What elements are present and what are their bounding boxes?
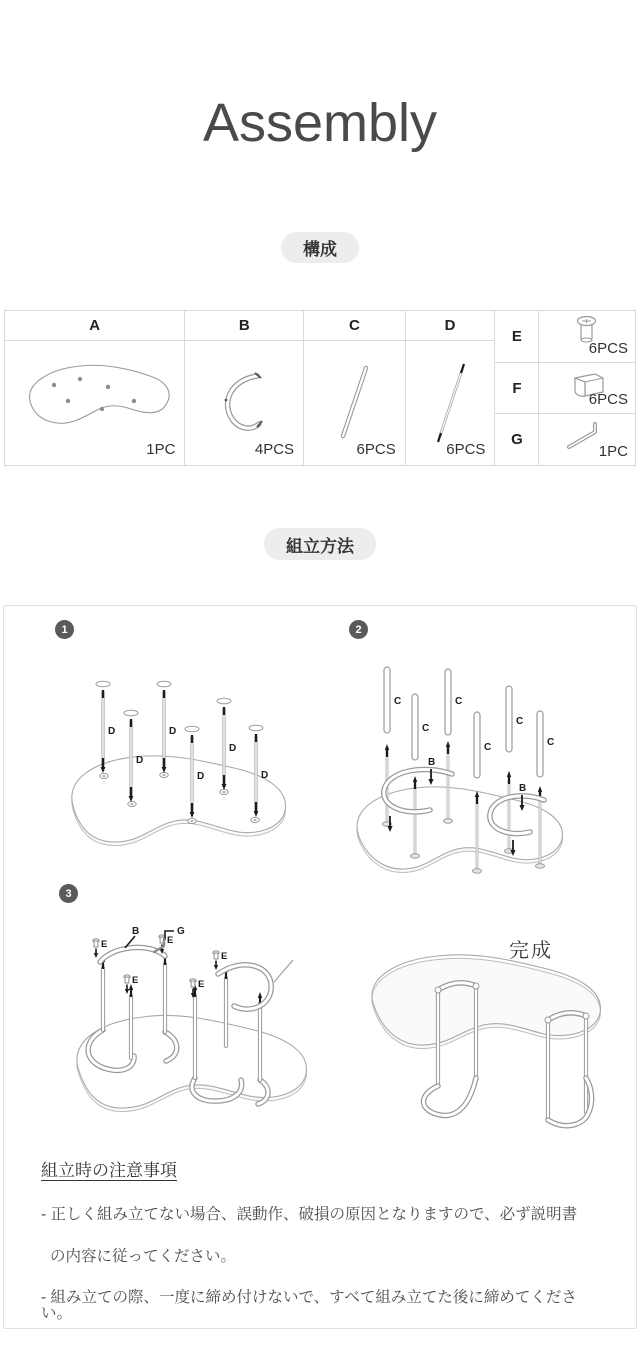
step-1-badge: 1 <box>55 620 74 639</box>
svg-text:C: C <box>394 696 402 707</box>
svg-text:C: C <box>484 742 492 753</box>
part-letter: C <box>304 311 405 341</box>
complete-label: 完成 <box>509 940 553 962</box>
svg-text:C: C <box>422 723 430 734</box>
svg-text:B: B <box>428 757 436 768</box>
assembly-method-badge: 組立方法 <box>264 528 376 560</box>
part-column-a <box>5 311 185 465</box>
svg-text:G: G <box>177 926 185 937</box>
part-cell <box>185 341 303 465</box>
part-cell <box>406 341 495 465</box>
notes-heading: 組立時の注意事項 <box>41 1161 177 1180</box>
svg-text:E: E <box>132 975 139 986</box>
hardware-section <box>495 311 635 465</box>
finished-table-diagram <box>338 928 638 1148</box>
part-letter: B <box>185 311 303 341</box>
svg-text:D: D <box>169 726 177 737</box>
part-cell <box>539 363 635 414</box>
part-letter: D <box>406 311 495 341</box>
part-cell <box>5 341 184 465</box>
note-line: の内容に従ってください。 <box>50 1247 237 1265</box>
svg-text:D: D <box>261 770 269 781</box>
step-2-diagram <box>328 644 628 894</box>
part-cell <box>539 311 635 362</box>
svg-text:D: D <box>108 726 116 737</box>
part-cell <box>539 414 635 465</box>
svg-text:D: D <box>197 771 205 782</box>
part-count: 1PC <box>146 441 176 458</box>
components-badge: 構成 <box>281 232 359 263</box>
svg-text:C: C <box>516 716 524 727</box>
part-column-b <box>185 311 304 465</box>
parts-table <box>4 310 636 466</box>
part-cell <box>304 341 405 465</box>
part-count: 6PCS <box>588 391 628 409</box>
hardware-row-f <box>495 363 635 415</box>
svg-text:E: E <box>101 939 108 950</box>
assembly-notes <box>41 1156 601 1347</box>
part-letter: E <box>495 311 539 362</box>
note-line: - 正しく組み立てない場合、誤動作、破損の原因となりますので、必ず説明書 <box>41 1206 578 1223</box>
curved-leg-icon <box>211 364 277 442</box>
page-title: Assembly <box>202 93 438 153</box>
svg-text:C: C <box>455 696 463 707</box>
step-3-diagram <box>38 898 338 1148</box>
svg-text:E: E <box>221 951 228 962</box>
part-count: 6PCS <box>356 441 396 458</box>
assembly-instructions-box <box>3 605 637 1329</box>
svg-text:D: D <box>136 755 144 766</box>
note-line: - 組み立ての際、一度に締め付けないで、すべて組み立てた後に締めてください。 <box>41 1289 577 1322</box>
part-letter: A <box>5 311 184 341</box>
part-count: 1PC <box>598 443 628 461</box>
svg-text:C: C <box>547 737 555 748</box>
step-2-badge: 2 <box>349 620 368 639</box>
part-count: 6PCS <box>446 441 486 458</box>
svg-text:B: B <box>519 783 527 794</box>
hardware-row-e <box>495 311 635 363</box>
stud-rod-icon <box>422 360 478 446</box>
part-count: 4PCS <box>254 441 295 458</box>
part-column-d <box>406 311 496 465</box>
part-column-c <box>304 311 406 465</box>
svg-text:D: D <box>229 743 237 754</box>
rod-icon <box>324 360 384 446</box>
step-1-diagram <box>38 644 318 884</box>
hardware-row-g <box>495 414 635 465</box>
part-letter: G <box>495 414 539 465</box>
part-count: 6PCS <box>588 339 628 357</box>
step-3-badge: 3 <box>59 884 78 903</box>
svg-text:E: E <box>167 935 174 946</box>
part-letter: F <box>495 363 539 414</box>
svg-text:E: E <box>198 979 205 990</box>
svg-text:B: B <box>132 926 140 937</box>
